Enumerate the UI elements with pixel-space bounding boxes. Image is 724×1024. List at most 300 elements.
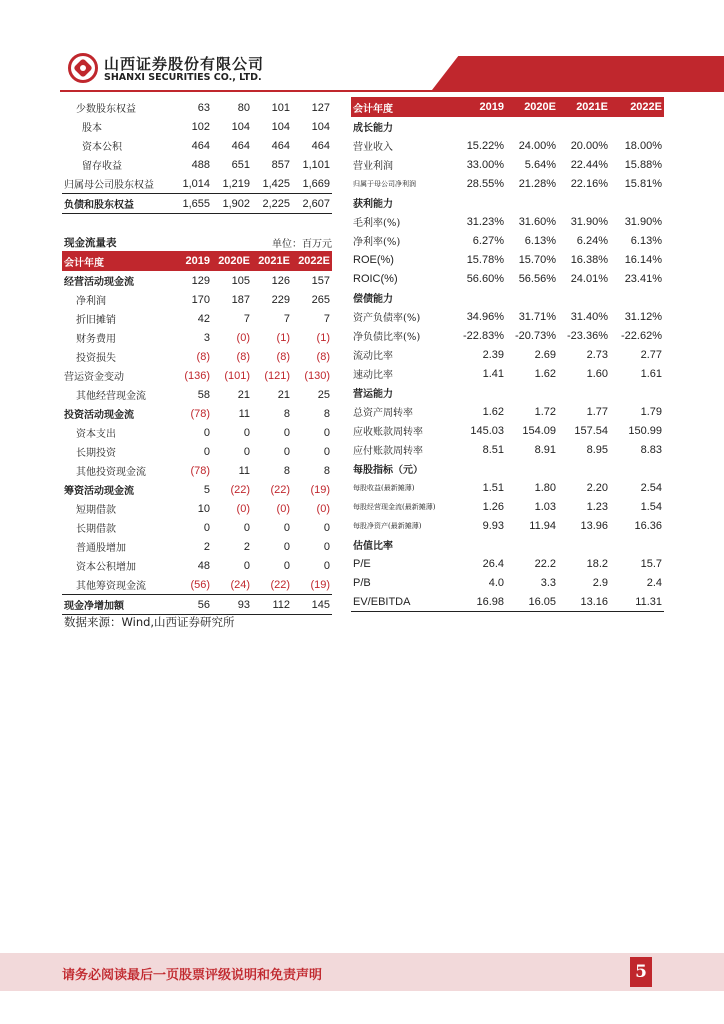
row-value [456, 535, 506, 554]
row-value: 63 [197, 101, 210, 114]
row-value: 857 [271, 158, 290, 171]
row-value [506, 117, 558, 136]
row-value: 48 [197, 559, 210, 572]
row-value [506, 383, 558, 402]
header-year-cell: 2020E [212, 251, 252, 271]
table-row [62, 499, 332, 518]
row-value: 0 [323, 559, 330, 572]
row-value: (8) [276, 350, 290, 363]
row-value: 11.31 [610, 592, 664, 612]
row-value: 33.00% [466, 158, 504, 171]
section-label: 每股指标（元） [353, 465, 423, 476]
row-value [506, 193, 558, 212]
row-label: 归属于母公司净利润 [353, 179, 416, 188]
row-label: 归属母公司股东权益 [62, 174, 172, 194]
row-value [610, 383, 664, 402]
row-value: 21.28% [518, 177, 556, 190]
section-row [351, 288, 664, 307]
row-value [558, 459, 610, 478]
row-value: 10 [197, 502, 210, 515]
table-row [62, 136, 332, 155]
company-name-en: SHANXI SECURITIES CO., LTD. [104, 72, 262, 83]
table-row [62, 575, 332, 595]
row-label: 财务费用 [76, 334, 116, 345]
row-value: 22.2 [534, 557, 556, 570]
row-label: 每股经营现金流(最新摊薄) [353, 502, 436, 511]
row-label: 资本公积增加 [76, 562, 136, 573]
row-value: 16.36 [634, 519, 662, 532]
row-label: 负债和股东权益 [62, 194, 172, 214]
row-value: 18.00% [624, 139, 662, 152]
row-value: 11.94 [529, 519, 556, 532]
row-value: 0 [203, 426, 210, 439]
row-value: 0 [283, 521, 290, 534]
row-value: -23.36% [567, 329, 608, 342]
row-label: 营运资金变动 [64, 372, 124, 383]
row-label: 应付账款周转率 [353, 446, 423, 457]
row-value: 127 [311, 101, 330, 114]
header-label-cell: 会计年度 [351, 97, 456, 117]
row-value: (8) [196, 350, 210, 363]
table-row [351, 440, 664, 459]
row-value: 25 [317, 388, 330, 401]
report-type-label: 证券研究报告：公司研究/点评报告 [472, 13, 672, 28]
row-value: 157.54 [574, 424, 608, 437]
table-row [62, 309, 332, 328]
row-value: 0 [323, 426, 330, 439]
row-value: (56) [190, 578, 210, 591]
row-value: (19) [310, 578, 330, 591]
row-value: 1.51 [482, 481, 504, 494]
table-row [351, 231, 664, 250]
table-row [62, 423, 332, 442]
header-year-cell: 2022E [292, 251, 332, 271]
row-value: (1) [276, 331, 290, 344]
row-value: 145.03 [470, 424, 504, 437]
section-label: 获利能力 [353, 199, 393, 210]
table-row [62, 480, 332, 499]
row-label: 速动比率 [353, 370, 393, 381]
row-value: 7 [243, 312, 250, 325]
table-row [62, 518, 332, 537]
row-value: 5.64% [524, 158, 556, 171]
row-label: 净负债比率(%) [353, 332, 421, 343]
row-value: 8 [323, 464, 330, 477]
row-value: 6.27% [472, 234, 504, 247]
row-value: 2 [203, 540, 210, 553]
company-name-cn: 山西证券股份有限公司 [104, 55, 265, 73]
row-value: 8 [283, 407, 290, 420]
row-value: 129 [191, 274, 210, 287]
cashflow-unit: 单位：百万元 [272, 239, 332, 250]
table-row [62, 442, 332, 461]
header-year-cell: 2019 [456, 97, 506, 117]
row-value: (78) [190, 464, 210, 477]
table-row [62, 347, 332, 366]
row-value: 126 [271, 274, 290, 287]
header-year-cell: 2021E [558, 97, 610, 117]
table-header-row [62, 251, 332, 271]
row-value [610, 459, 664, 478]
row-label: 资本公积 [82, 142, 122, 153]
header-year-cell: 2020E [506, 97, 558, 117]
row-label: EV/EBITDA [351, 592, 456, 612]
row-value: -22.83% [463, 329, 504, 342]
row-value: 488 [191, 158, 210, 171]
row-value [558, 383, 610, 402]
row-value: 0 [243, 426, 250, 439]
section-row [351, 117, 664, 136]
row-value: (1) [316, 331, 330, 344]
row-value: (0) [316, 502, 330, 515]
row-value [558, 535, 610, 554]
row-value: 42 [197, 312, 210, 325]
table-row [351, 155, 664, 174]
row-value: 22.44% [570, 158, 608, 171]
table-row [351, 174, 664, 193]
row-value: 104 [271, 120, 290, 133]
row-label: 其他筹资现金流 [76, 581, 146, 592]
row-value: 2.9 [592, 576, 608, 589]
row-value: 1.62 [534, 367, 556, 380]
row-value: 0 [283, 559, 290, 572]
row-value: 3 [203, 331, 210, 344]
row-value: 23.41% [624, 272, 662, 285]
row-label: 长期借款 [76, 524, 116, 535]
row-value: 16.98 [456, 592, 506, 612]
row-value [610, 535, 664, 554]
row-value: 0 [323, 445, 330, 458]
table-row [351, 269, 664, 288]
row-value: 0 [243, 521, 250, 534]
table-row [62, 155, 332, 174]
row-value: 26.4 [482, 557, 504, 570]
row-value: 21 [277, 388, 290, 401]
row-value: 1,101 [302, 158, 330, 171]
row-label: 经营活动现金流 [64, 277, 134, 288]
row-value: 464 [311, 139, 330, 152]
page-header [0, 0, 724, 96]
cashflow-table [62, 251, 332, 615]
row-label: 留存收益 [82, 161, 122, 172]
table-row [62, 98, 332, 117]
row-value: 157 [311, 274, 330, 287]
row-value: 16.14% [624, 253, 662, 266]
row-label: 营业收入 [353, 142, 393, 153]
row-value: 16.38% [570, 253, 608, 266]
table-row [351, 421, 664, 440]
row-value: 229 [271, 293, 290, 306]
row-value: 21 [237, 388, 250, 401]
row-value: (22) [270, 483, 290, 496]
table-row [351, 554, 664, 573]
row-label: P/E [353, 557, 371, 570]
row-value: 0 [323, 540, 330, 553]
table-row [351, 573, 664, 592]
row-value: 464 [191, 139, 210, 152]
row-label: 每股收益(最新摊薄) [353, 483, 415, 492]
row-value: 8.91 [534, 443, 556, 456]
row-value: 56.60% [466, 272, 504, 285]
table-row [351, 516, 664, 535]
row-value [456, 288, 506, 307]
table-row [62, 537, 332, 556]
row-value: 58 [197, 388, 210, 401]
row-label: 总资产周转率 [353, 408, 413, 419]
section-row [351, 193, 664, 212]
table-row [62, 174, 332, 194]
row-value: 8.83 [640, 443, 662, 456]
row-value: 105 [231, 274, 250, 287]
table-row [351, 497, 664, 516]
row-value: 1,669 [292, 174, 332, 194]
row-value: 15.78% [466, 253, 504, 266]
row-value: 2.54 [640, 481, 662, 494]
row-value: 1.77 [586, 405, 608, 418]
row-value: 1.62 [482, 405, 504, 418]
row-label: 应收账款周转率 [353, 427, 423, 438]
table-row [62, 461, 332, 480]
row-label: 流动比率 [353, 351, 393, 362]
row-value: 1.72 [534, 405, 556, 418]
row-value: 6.13% [524, 234, 556, 247]
row-value: (8) [236, 350, 250, 363]
row-value [610, 193, 664, 212]
row-value: 31.60% [518, 215, 556, 228]
row-value: 56 [172, 595, 212, 615]
row-value: 15.70% [518, 253, 556, 266]
row-value: 651 [231, 158, 250, 171]
row-value: 31.90% [624, 215, 662, 228]
row-label: 折旧摊销 [76, 315, 116, 326]
company-logo-icon [68, 53, 98, 83]
page-footer [0, 953, 724, 991]
row-value [558, 193, 610, 212]
data-source-note: 数据来源：Wind,山西证券研究所 [64, 615, 235, 629]
row-value [506, 535, 558, 554]
row-value: (19) [310, 483, 330, 496]
header-label-cell: 会计年度 [62, 251, 172, 271]
table-row [351, 478, 664, 497]
row-value: 112 [252, 595, 292, 615]
table-row [62, 117, 332, 136]
row-value: 1.26 [482, 500, 504, 513]
row-value: 1.54 [640, 500, 662, 513]
row-label: 现金净增加额 [62, 595, 172, 615]
row-value: (0) [236, 331, 250, 344]
row-value: 2,607 [292, 194, 332, 214]
row-value: -20.73% [515, 329, 556, 342]
row-value: 265 [311, 293, 330, 306]
table-row [351, 345, 664, 364]
cashflow-title: 现金流量表 [64, 237, 117, 249]
row-value: 15.22% [466, 139, 504, 152]
row-value: 9.93 [482, 519, 504, 532]
row-value: 6.13% [630, 234, 662, 247]
table-row [351, 136, 664, 155]
row-value: 1.41 [482, 367, 504, 380]
row-value [558, 117, 610, 136]
row-value: 24.01% [570, 272, 608, 285]
row-value: 6.24% [576, 234, 608, 247]
row-value: 31.23% [466, 215, 504, 228]
section-label: 成长能力 [353, 123, 393, 134]
row-value: (8) [316, 350, 330, 363]
row-value: 13.96 [580, 519, 608, 532]
row-label: ROIC(%) [353, 272, 398, 285]
row-value: 1.79 [640, 405, 662, 418]
row-value: 1.80 [534, 481, 556, 494]
row-value: 31.12% [624, 310, 662, 323]
table-row [351, 364, 664, 383]
row-value: (0) [236, 502, 250, 515]
row-label: 普通股增加 [76, 543, 126, 554]
row-label: 少数股东权益 [76, 104, 136, 115]
row-value: 0 [243, 445, 250, 458]
row-value: 1,425 [252, 174, 292, 194]
table-row [351, 250, 664, 269]
row-value: 464 [231, 139, 250, 152]
row-value: 2.39 [482, 348, 504, 361]
row-value: 2.20 [586, 481, 608, 494]
page-number: 5 [630, 957, 652, 987]
row-value: (24) [230, 578, 250, 591]
row-value: 5 [203, 483, 210, 496]
row-value: 20.00% [570, 139, 608, 152]
row-value: 31.71% [518, 310, 556, 323]
disclaimer-text: 请务必阅读最后一页股票评级说明和免责声明 [62, 968, 323, 983]
section-row [351, 535, 664, 554]
row-value: 8.95 [586, 443, 608, 456]
row-value: (101) [224, 369, 250, 382]
row-value: 187 [231, 293, 250, 306]
row-value: -22.62% [621, 329, 662, 342]
row-value: 22.16% [570, 177, 608, 190]
row-value: (121) [264, 369, 290, 382]
row-value: 15.7 [640, 557, 662, 570]
row-value: 150.99 [628, 424, 662, 437]
table-row [62, 366, 332, 385]
header-year-cell: 2021E [252, 251, 292, 271]
row-label: 长期投资 [76, 448, 116, 459]
row-value [558, 288, 610, 307]
row-label: 投资活动现金流 [64, 410, 134, 421]
row-value: 145 [292, 595, 332, 615]
row-value: 56.56% [518, 272, 556, 285]
row-value: 1,655 [172, 194, 212, 214]
row-value: 170 [191, 293, 210, 306]
table-row [62, 556, 332, 575]
row-value: 0 [283, 445, 290, 458]
row-value: 104 [311, 120, 330, 133]
row-value: (78) [190, 407, 210, 420]
row-value: 2.69 [534, 348, 556, 361]
row-value: 34.96% [466, 310, 504, 323]
row-value: 0 [203, 521, 210, 534]
table-row [351, 402, 664, 421]
header-year-cell: 2022E [610, 97, 664, 117]
row-value: 80 [237, 101, 250, 114]
section-row [351, 459, 664, 478]
row-value: 2,225 [252, 194, 292, 214]
row-value: 24.00% [518, 139, 556, 152]
row-value: 2.73 [586, 348, 608, 361]
row-value: 0 [283, 540, 290, 553]
row-value: (136) [184, 369, 210, 382]
row-label: 资产负债率(%) [353, 313, 421, 324]
table-row [62, 194, 332, 214]
row-value [456, 193, 506, 212]
row-value: 0 [323, 521, 330, 534]
row-value: 1,014 [172, 174, 212, 194]
row-value: 28.55% [466, 177, 504, 190]
row-value: 0 [203, 445, 210, 458]
row-value: 15.81% [624, 177, 662, 190]
section-row [351, 383, 664, 402]
balance-sheet-tail-table [62, 98, 332, 214]
row-value: (0) [276, 502, 290, 515]
row-value: 8.51 [482, 443, 504, 456]
row-value: 0 [243, 559, 250, 572]
table-row [351, 307, 664, 326]
section-label: 偿债能力 [353, 294, 393, 305]
row-label: 每股净资产(最新摊薄) [353, 521, 422, 530]
row-value: 13.16 [558, 592, 610, 612]
row-label: P/B [353, 576, 371, 589]
row-value: 16.05 [506, 592, 558, 612]
table-row [351, 326, 664, 345]
row-value: 93 [212, 595, 252, 615]
table-row [62, 404, 332, 423]
report-type-banner [432, 56, 724, 90]
table-row [62, 385, 332, 404]
row-value: 4.0 [488, 576, 504, 589]
row-value: 2.4 [646, 576, 662, 589]
row-value: 8 [283, 464, 290, 477]
row-label: 股本 [82, 123, 102, 134]
row-value [456, 383, 506, 402]
row-value: 1,219 [212, 174, 252, 194]
table-row [62, 290, 332, 309]
row-value: 11 [238, 407, 250, 420]
row-label: 资本支出 [76, 429, 116, 440]
row-value [610, 288, 664, 307]
table-row [351, 592, 664, 612]
row-value: 7 [283, 312, 290, 325]
row-value: 2.77 [640, 348, 662, 361]
row-value: 0 [283, 426, 290, 439]
row-value: 15.88% [624, 158, 662, 171]
row-value [506, 459, 558, 478]
row-value: 1.03 [534, 500, 556, 513]
row-value: 2 [243, 540, 250, 553]
row-value: 7 [323, 312, 330, 325]
row-value [610, 117, 664, 136]
row-label: 投资损失 [76, 353, 116, 364]
row-label: 净利润 [76, 296, 106, 307]
row-value: (22) [270, 578, 290, 591]
row-label: 其他投资现金流 [76, 467, 146, 478]
row-value: 1.23 [586, 500, 608, 513]
row-value: (22) [230, 483, 250, 496]
row-value [506, 288, 558, 307]
row-label: 营业利润 [353, 161, 393, 172]
row-value: (130) [304, 369, 330, 382]
row-value: 101 [271, 101, 290, 114]
row-label: ROE(%) [353, 253, 394, 266]
financial-ratios-table [351, 97, 664, 612]
row-value: 31.40% [570, 310, 608, 323]
